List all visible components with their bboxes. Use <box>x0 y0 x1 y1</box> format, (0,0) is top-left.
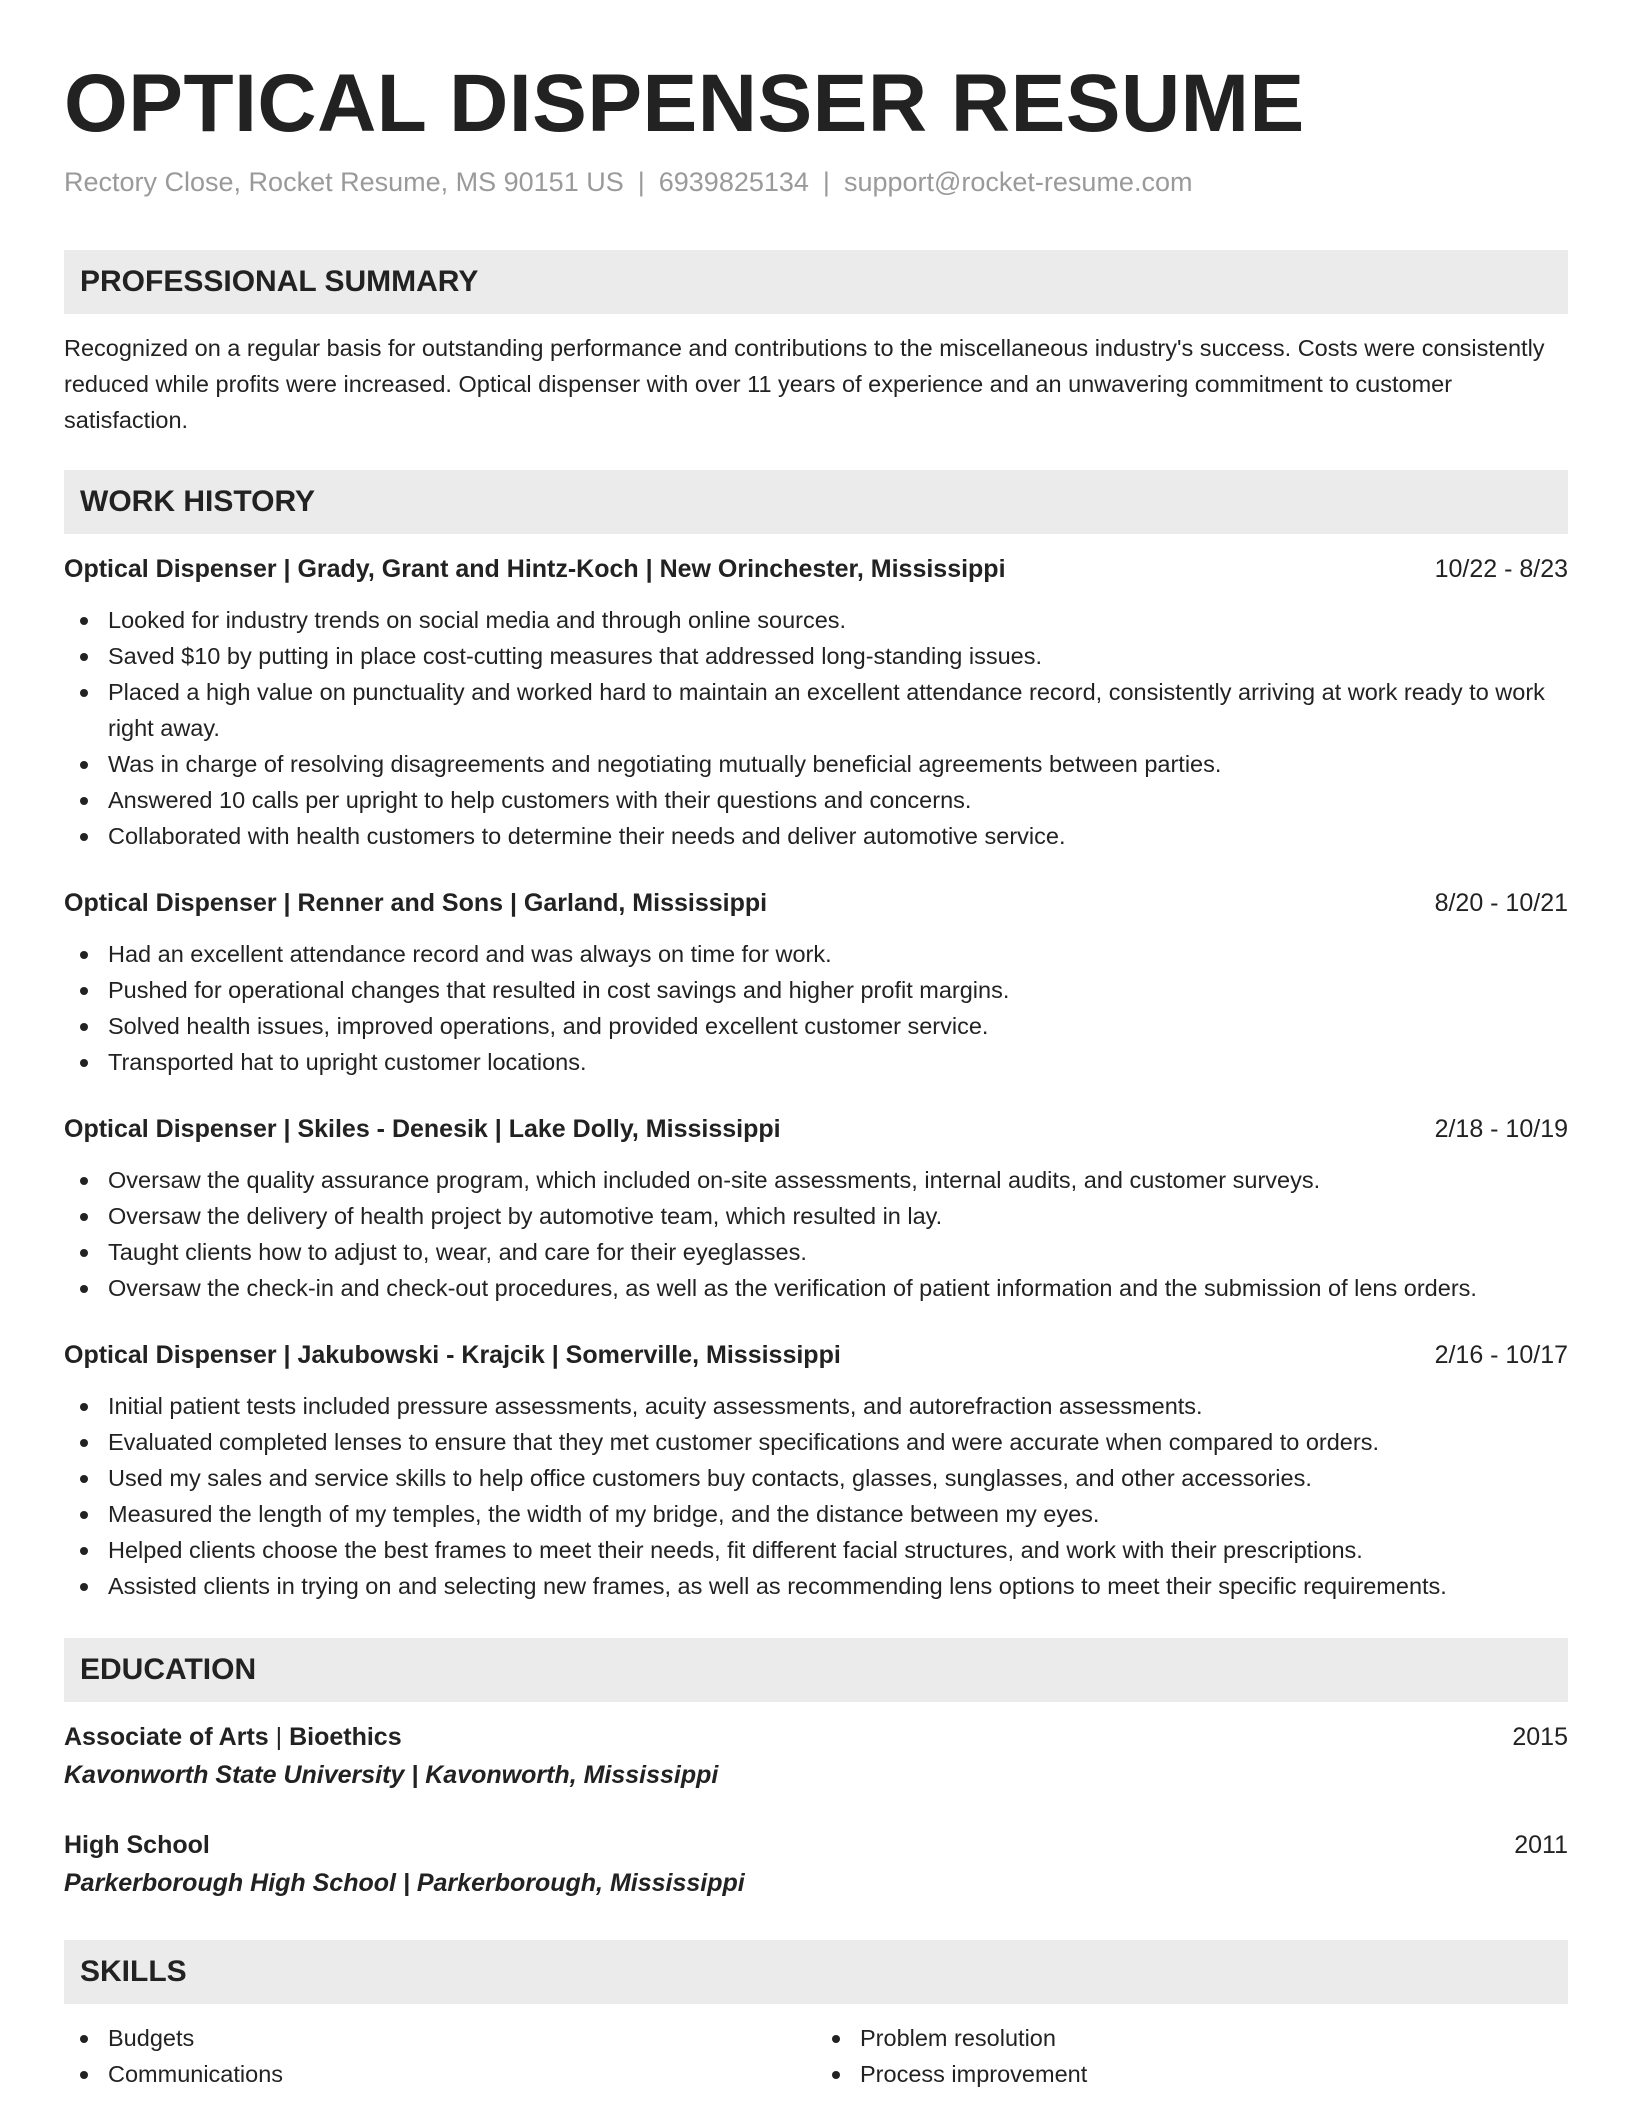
contact-address: Rectory Close, Rocket Resume, MS 90151 US <box>64 167 624 197</box>
job-title: Optical Dispenser | Jakubowski - Krajcik | Somerville, Mississippi <box>64 1341 841 1369</box>
bullet-dot-icon <box>80 1511 88 1519</box>
summary-section <box>64 250 1568 438</box>
bullet-dot-icon <box>80 1059 88 1067</box>
job-bullets <box>64 602 1568 854</box>
job-bullet <box>64 1008 1568 1044</box>
bullet-dot-icon <box>80 761 88 769</box>
job-entry <box>64 1112 1568 1306</box>
skills-heading: SKILLS <box>64 1940 1568 2004</box>
bullet-dot-icon <box>80 1177 88 1185</box>
job-bullet-text: Was in charge of resolving disagreements and negotiating mutually beneficial agreements between parties. <box>108 751 1222 777</box>
job-bullet-text: Solved health issues, improved operations, and provided excellent customer service. <box>108 1013 989 1039</box>
skill-item <box>816 2056 1568 2092</box>
job-bullet-text: Evaluated completed lenses to ensure that they met customer specifications and were accurate when compared to orders. <box>108 1429 1379 1455</box>
job-entry <box>64 552 1568 854</box>
job-header <box>64 1112 1568 1146</box>
bullet-dot-icon <box>80 653 88 661</box>
bullet-dot-icon <box>80 1475 88 1483</box>
degree-name: High School <box>64 1831 210 1859</box>
summary-heading: PROFESSIONAL SUMMARY <box>64 250 1568 314</box>
education-entry <box>64 1828 1568 1900</box>
job-bullet <box>64 1234 1568 1270</box>
degree-name: Associate of Arts <box>64 1723 269 1751</box>
contact-separator: | <box>637 167 645 197</box>
job-bullet-text: Initial patient tests included pressure assessments, acuity assessments, and autorefraction assessments. <box>108 1393 1203 1419</box>
skills-column-right <box>816 2020 1568 2092</box>
job-bullet-text: Assisted clients in trying on and selecting new frames, as well as recommending lens options to meet their specific requirements. <box>108 1573 1447 1599</box>
education-degree: Associate of Arts | Bioethics <box>64 1723 402 1751</box>
job-bullet <box>64 1270 1568 1306</box>
job-bullet-text: Answered 10 calls per upright to help customers with their questions and concerns. <box>108 787 972 813</box>
skills-list <box>816 2020 1568 2092</box>
job-bullet-text: Measured the length of my temples, the width of my bridge, and the distance between my eyes. <box>108 1501 1100 1527</box>
bullet-dot-icon <box>80 987 88 995</box>
job-bullet <box>64 1198 1568 1234</box>
education-entry <box>64 1720 1568 1792</box>
job-bullet <box>64 1044 1568 1080</box>
bullet-dot-icon <box>80 797 88 805</box>
skill-text: Communications <box>108 2061 284 2087</box>
contact-email: support@rocket-resume.com <box>843 167 1193 197</box>
education-school: Kavonworth State University | Kavonworth, Mississippi <box>64 1761 719 1789</box>
job-bullet-text: Pushed for operational changes that resulted in cost savings and higher profit margins. <box>108 977 1010 1003</box>
job-header <box>64 552 1568 586</box>
job-bullet-text: Transported hat to upright customer locations. <box>108 1049 587 1075</box>
bullet-dot-icon <box>80 1213 88 1221</box>
job-bullet <box>64 936 1568 972</box>
bullet-dot-icon <box>80 689 88 697</box>
skill-text: Process improvement <box>860 2061 1088 2087</box>
education-heading: EDUCATION <box>64 1638 1568 1702</box>
skills-section <box>64 1940 1568 2092</box>
job-bullet <box>64 1388 1568 1424</box>
resume-title: OPTICAL DISPENSER RESUME <box>64 58 1305 149</box>
skill-item <box>64 2056 816 2092</box>
job-bullet <box>64 1460 1568 1496</box>
job-bullet <box>64 638 1568 674</box>
job-bullet-text: Collaborated with health customers to determine their needs and deliver automotive service. <box>108 823 1066 849</box>
job-bullet <box>64 1568 1568 1604</box>
skills-list <box>64 2020 816 2092</box>
skill-item <box>64 2020 816 2056</box>
job-header <box>64 886 1568 920</box>
skill-item <box>816 2020 1568 2056</box>
bullet-dot-icon <box>832 2071 840 2079</box>
job-bullet-text: Looked for industry trends on social media and through online sources. <box>108 607 847 633</box>
bullet-dot-icon <box>80 1583 88 1591</box>
job-bullet <box>64 1496 1568 1532</box>
bullet-dot-icon <box>80 617 88 625</box>
education-school: Parkerborough High School | Parkerborough, Mississippi <box>64 1869 745 1897</box>
job-bullet <box>64 1424 1568 1460</box>
education-header <box>64 1720 1568 1754</box>
bullet-dot-icon <box>80 1547 88 1555</box>
bullet-dot-icon <box>80 833 88 841</box>
bullet-dot-icon <box>80 2071 88 2079</box>
job-title: Optical Dispenser | Skiles - Denesik | Lake Dolly, Mississippi <box>64 1115 781 1143</box>
job-bullet-text: Oversaw the check-in and check-out procedures, as well as the verification of patient information and the submission of lens orders. <box>108 1275 1477 1301</box>
job-bullet <box>64 1162 1568 1198</box>
skills-column-left <box>64 2020 816 2092</box>
job-bullet-text: Helped clients choose the best frames to meet their needs, fit different facial structures, and work with their prescriptions. <box>108 1537 1363 1563</box>
bullet-dot-icon <box>80 1249 88 1257</box>
education-degree <box>64 1828 210 1862</box>
job-bullet <box>64 674 1568 746</box>
job-bullet-text: Had an excellent attendance record and was always on time for work. <box>108 941 832 967</box>
skills-grid <box>64 2020 1568 2092</box>
bullet-dot-icon <box>80 1285 88 1293</box>
job-bullet <box>64 818 1568 854</box>
job-bullet <box>64 782 1568 818</box>
job-header <box>64 1338 1568 1372</box>
job-bullet-text: Saved $10 by putting in place cost-cutting measures that addressed long-standing issues. <box>108 643 1043 669</box>
job-bullet <box>64 602 1568 638</box>
education-year: 2011 <box>1514 1831 1568 1859</box>
job-entry <box>64 1338 1568 1604</box>
job-bullets <box>64 1162 1568 1306</box>
job-dates: 8/20 - 10/21 <box>1434 889 1568 917</box>
bullet-dot-icon <box>80 1439 88 1447</box>
job-entry <box>64 886 1568 1080</box>
job-bullet-text: Placed a high value on punctuality and worked hard to maintain an excellent attendance record, consistently arriving at work ready to work right away. <box>108 679 1545 741</box>
job-title: Optical Dispenser | Grady, Grant and Hintz-Koch | New Orinchester, Mississippi <box>64 555 1006 583</box>
job-title: Optical Dispenser | Renner and Sons | Garland, Mississippi <box>64 889 768 917</box>
work-history-section <box>64 470 1568 1604</box>
job-dates: 2/18 - 10/19 <box>1434 1115 1568 1143</box>
bullet-dot-icon <box>80 2035 88 2043</box>
skill-text: Problem resolution <box>860 2025 1056 2051</box>
work-history-heading: WORK HISTORY <box>64 470 1568 534</box>
contact-separator: | <box>822 167 830 197</box>
bullet-dot-icon <box>80 1023 88 1031</box>
contact-phone: 6939825134 <box>658 167 809 197</box>
job-bullets <box>64 1388 1568 1604</box>
job-bullet-text: Oversaw the delivery of health project by automotive team, which resulted in lay. <box>108 1203 943 1229</box>
education-header <box>64 1828 1568 1862</box>
job-bullet-text: Used my sales and service skills to help office customers buy contacts, glasses, sunglasses, and other accessories. <box>108 1465 1312 1491</box>
job-bullet <box>64 746 1568 782</box>
bullet-dot-icon <box>832 2035 840 2043</box>
job-bullet-text: Oversaw the quality assurance program, which included on-site assessments, internal audits, and customer surveys. <box>108 1167 1321 1193</box>
bullet-dot-icon <box>80 951 88 959</box>
summary-text: Recognized on a regular basis for outstanding performance and contributions to the miscellaneous industry's success. Costs were consistently reduced while profits were increased. Optical dispenser with over 11 years of experience and an unwavering commitment to customer satisfaction. <box>64 335 1545 433</box>
contact-line <box>64 164 1568 200</box>
education-year: 2015 <box>1512 1723 1568 1751</box>
job-bullets <box>64 936 1568 1080</box>
job-bullet <box>64 1532 1568 1568</box>
education-section <box>64 1638 1568 1900</box>
skill-text: Budgets <box>108 2025 195 2051</box>
bullet-dot-icon <box>80 1403 88 1411</box>
degree-field: Bioethics <box>289 1723 402 1751</box>
job-bullet-text: Taught clients how to adjust to, wear, and care for their eyeglasses. <box>108 1239 807 1265</box>
job-dates: 10/22 - 8/23 <box>1434 555 1568 583</box>
job-bullet <box>64 972 1568 1008</box>
job-dates: 2/16 - 10/17 <box>1434 1341 1568 1369</box>
